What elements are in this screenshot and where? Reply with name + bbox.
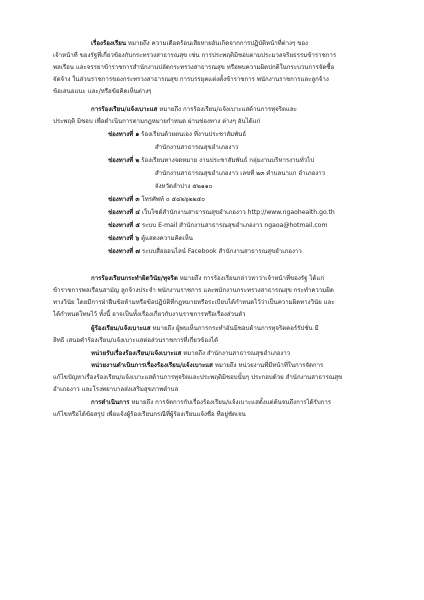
p7-text: หมายถึง การจัดการกับเรื่องร้องเรียน/แจ้งเบาะแสตั้งแต่ต้นจนถึงการได้รับการ	[129, 399, 332, 406]
p7-line-1	[91, 399, 331, 407]
channel-text: เว็บไซต์สำนักงานสาธารณสุขอำเภองาว http://www.ngaohealth.go.th	[139, 209, 335, 216]
channel-text: ตู้แสดงความคิดเห็น	[139, 235, 193, 242]
term-report: การร้องเรียน/แจ้งเบาะแส	[91, 106, 158, 113]
channel-2-cont-1: สำนักงานสาธารณสุขอำเภองาว เลขที่ ๒๓ ตำบลนาแก อำเภองาว	[155, 170, 326, 177]
channel-label: ช่องทางที่ ๒	[108, 157, 140, 164]
p3-line-2: ข้าราชการพลเรือนสามัญ ลูกจ้างประจำ พนักงานราชการ และพนักงานกระทรวงสาธารณสุข กระทำความผิด	[53, 287, 334, 294]
p7-line-2: แก้ไขหรือได้ข้อสรุป เพื่อแจ้งผู้ร้องเรียนกรณีที่ผู้ร้องเรียนแจ้งชื่อ ที่อยู่ชัดเจน	[53, 411, 246, 418]
channel-4	[108, 209, 335, 217]
channel-2-cont-2: จังหวัดลำปาง ๕๒๑๑๐	[155, 183, 213, 190]
p5-text: หมายถึง สำนักงานสาธารณสุขอำเภองาว	[181, 350, 291, 357]
p6-line-1	[91, 362, 323, 370]
channel-label: ช่องทางที่ ๑	[108, 131, 140, 138]
channel-label: ช่องทางที่ ๗	[108, 248, 140, 255]
p2-text: หมายถึง การร้องเรียน/แจ้งเบาะแสด้านการทุจริตและ	[157, 106, 297, 113]
p1-line-3: พลเรือน และจรรยาข้าราชการสำนักงานปลัดกระทรวงสาธารณสุข หรือพบความผิดปกติในกระบวนการจัดซื้อ	[53, 64, 335, 71]
p1-text: หมายถึง ความเดือดร้อนเสียหายอันเกิดจากการปฏิบัติหน้าที่ต่างๆ ของ	[126, 40, 309, 47]
channel-label: ช่องทางที่ ๖	[108, 235, 140, 242]
term-receiving-unit: หน่วยรับเรื่องร้องเรียน/แจ้งเบาะแส	[91, 350, 182, 357]
channel-text: ระบบสื่อออนไลน์ Facebook สำนักงานสาธารณสุขอำเภองาว	[139, 248, 302, 255]
channel-label: ช่องทางที่ ๓	[108, 196, 140, 203]
p4-line-1	[91, 325, 319, 333]
p1-line-5: ข้อเสนอแนะ และ/หรือข้อคิดเห็นต่างๆ	[53, 88, 152, 95]
channel-label: ช่องทางที่ ๕	[108, 222, 140, 229]
p1-line-1	[91, 40, 308, 48]
term-handling-unit: หน่วยงานดำเนินการเรื่องร้องเรียน/แจ้งเบาะแส	[91, 362, 213, 369]
p3-text: หมายถึง การร้องเรียนกล่าวหาว่าเจ้าหน้าที่ของรัฐ ได้แก่	[177, 275, 325, 282]
p4-text: หมายถึง ผู้พบเห็นการกระทำอันมิชอบด้านการทุจริตคอร์รัปชั่น มี	[150, 325, 319, 332]
p4-line-2: สิทธิ เสนอคำร้องเรียน/แจ้งเบาะแสต่อส่วนราชการที่เกี่ยวข้องได้	[53, 337, 219, 344]
channel-5	[108, 222, 327, 230]
p5-line-1	[91, 350, 290, 358]
channel-text: ร้องเรียนทางจดหมาย งานประชาสัมพันธ์ กลุ่มงานบริหารงานทั่วไป	[139, 157, 315, 164]
channel-6	[108, 235, 193, 243]
term-complaint: เรื่องร้องเรียน	[91, 40, 126, 47]
channel-text: ระบบ E-mail สำนักงานสาธารณสุขอำเภองาว ngaoa@hotmail.com	[139, 222, 328, 229]
channel-1-cont: สำนักงานสาธารณสุขอำเภองาว	[155, 144, 239, 151]
channel-3	[108, 196, 205, 204]
term-process: การดำเนินการ	[91, 399, 130, 406]
p1-line-4: จัดจ้าง ในส่วนราชการของกระทรวงสาธารณสุข การบรรยุคแต่งตั้งข้าราชการ พนักงานราชการและลูกจ้าง	[53, 76, 329, 83]
p2-line-1	[91, 106, 297, 114]
p1-line-2: เจ้าหน้าที่ ของรัฐที่เกี่ยวข้องกับกระทรวงสาธารณสุข เช่น การประพฤติมิชอบตามประมวลจริยธรรมข้าราชการ	[53, 52, 337, 59]
p6-line-3: อำเภองาว และโรงพยาบาลส่งเสริมสุขภาพตำบล	[53, 386, 179, 393]
p6-line-2: แก้ไขปัญหาเรื่องร้องเรียน/แจ้งเบาะแสด้านการทุจริตและประพฤติมิชอบนั้นๆ ประกอบด้วย สำนักงานสาธารณสุข	[53, 374, 343, 381]
p3-line-3: ทางวินัย โดยมีการฝ่าฝืนข้อห้ามหรือข้อปฏิบัติที่กฎหมายหรือระเบียบได้กำหนดไว้ว่าเป็นความผิดทางวินัย และ	[53, 299, 335, 306]
channel-7	[108, 248, 302, 256]
p6-text: หมายถึง หน่วยงานที่มีหน้าที่ในการจัดการ	[212, 362, 324, 369]
channel-label: ช่องทางที่ ๔	[108, 209, 140, 216]
channel-text: ร้องเรียนด้วยตนเอง ที่งานประชาสัมพันธ์	[139, 131, 247, 138]
channel-1	[108, 131, 246, 139]
p2-line-2: ประพฤติ มิชอบ เพื่อดำเนินการตามกฎหมายกำหนด ผ่านช่องทาง ต่างๆ อันได้แก่	[53, 118, 261, 125]
term-misconduct: การร้องเรียนกระทำผิดวินัย/ทุจริต	[91, 275, 178, 282]
p3-line-1	[91, 275, 324, 283]
channel-2	[108, 157, 314, 165]
channel-text: โทรศัพท์ ๐ ๕๔๒๖๒๒๕๐	[139, 196, 205, 203]
term-reporter: ผู้ร้องเรียน/แจ้งเบาะแส	[91, 325, 151, 332]
p3-line-4: ได้กำหนดโทษไว้ ทั้งนี้ อาจเป็นทั้งเรื่องเกี่ยวกับงานราชการหรือเรื่องส่วนตัว	[53, 311, 246, 318]
